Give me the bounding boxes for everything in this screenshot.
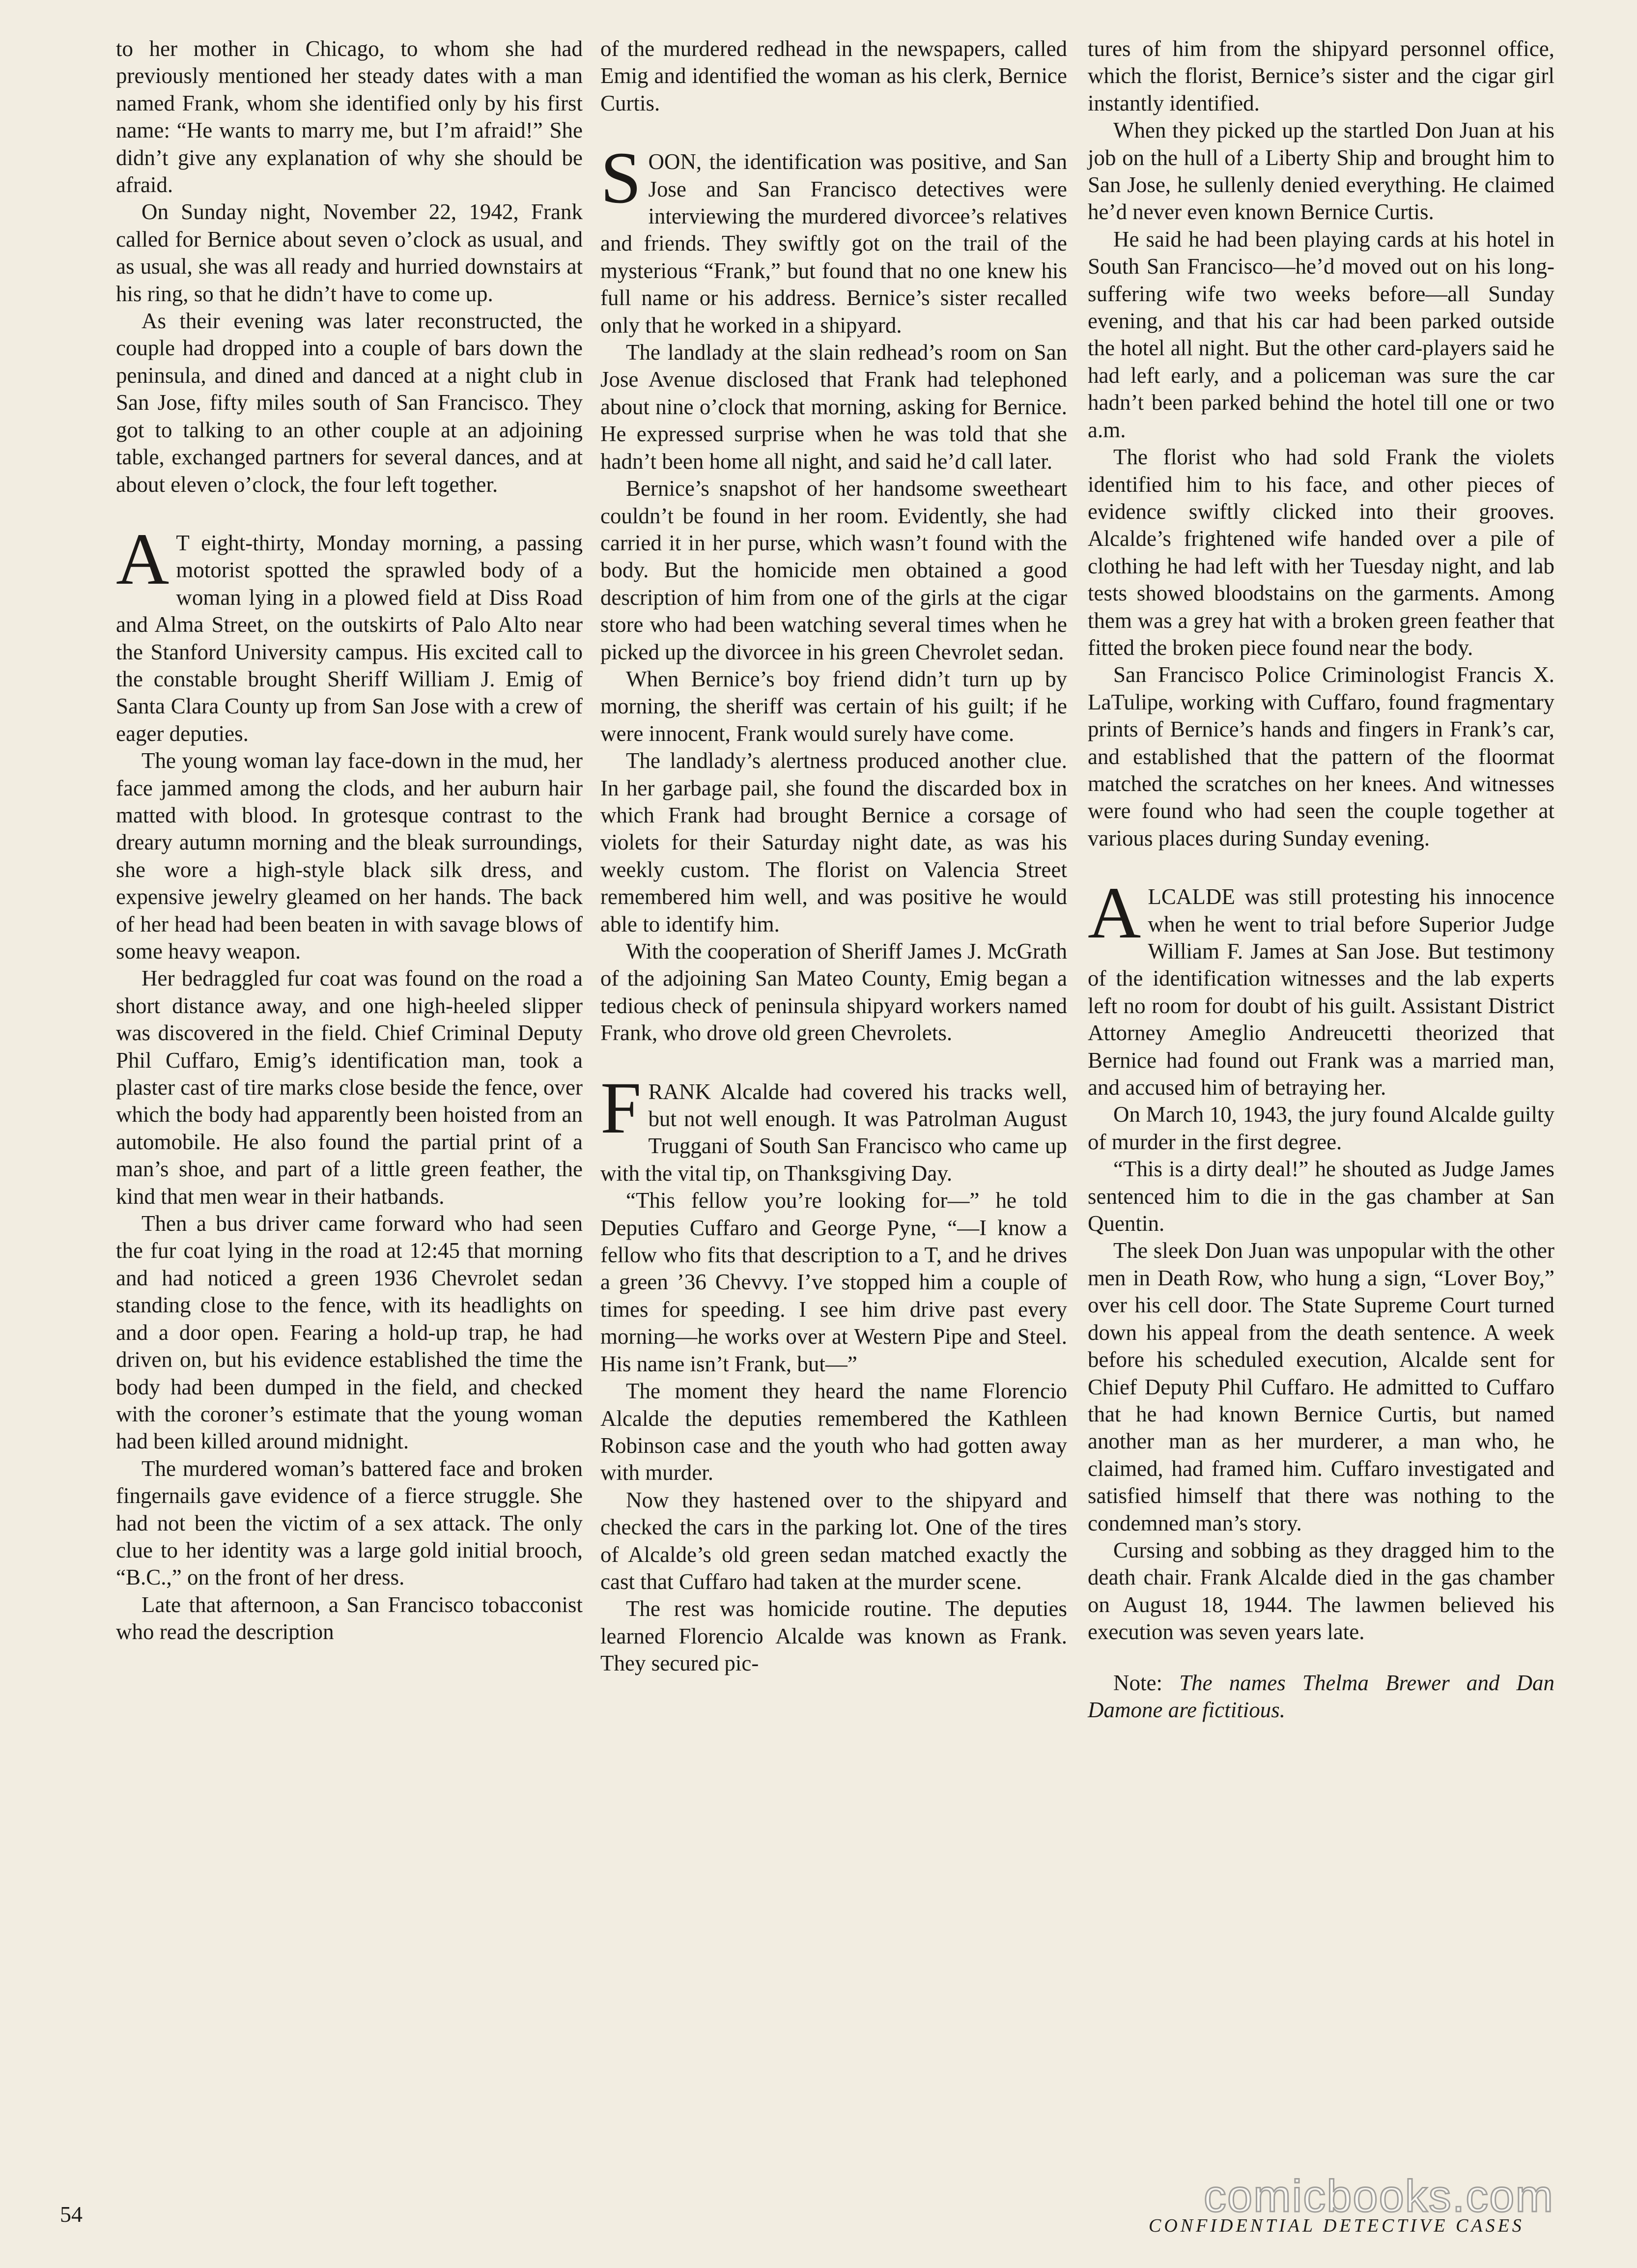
paragraph: The murdered woman’s battered face and broken fingernails gave evidence of a fierce struggle. She had not been the victim of a sex attack. The only clue to her identity was a large gold initial brooch, “B.C.,” on the front of her dress. <box>116 1456 583 1590</box>
paragraph: On Sunday night, November 22, 1942, Frank called for Bernice about seven o’clock as usual, and as usual, she was all ready and hurried downstairs at his ring, so that he didn’t have to come up. <box>116 199 583 306</box>
author-note <box>1088 1670 1554 1724</box>
page-number: 54 <box>60 2202 83 2227</box>
paragraph-text: OON, the identification was positive, and San Jose and San Francisco detectives were interviewing the murdered divorcee’s relatives and friends. They swiftly got on the trail of the mysterious “Frank,” but found that no one knew his full name or his address. Bernice’s sister recalled only that he worked in a shipyard. <box>600 149 1067 338</box>
paragraph: “This fellow you’re looking for—” he told Deputies Cuffaro and George Pyne, “—I know a fellow who fits that description to a T, and he drives a green ’36 Chevvy. I’ve stopped him a couple of times for speeding. I see him drive past every morning—he works over at Western Pipe and Steel. His name isn’t Frank, but—” <box>600 1188 1067 1376</box>
drop-cap: A <box>116 518 169 600</box>
paragraph: to her mother in Chicago, to whom she had previously mentioned her steady dates with a man named Frank, whom she identified only by his first name: “He wants to marry me, but I’m afraid!” She didn’t give any explanation of why she should be afraid. <box>116 36 583 198</box>
section-eight-thirty <box>116 518 583 1646</box>
paragraph: San Francisco Police Criminologist Francis X. LaTulipe, working with Cuffaro, found fragmentary prints of Bernice’s hands and fingers in Frank’s car, and established that the pattern of the floormat matched the scratches on her knees. And witnesses were found who had seen the couple together at various places during Sunday evening. <box>1088 662 1554 850</box>
paragraph: tures of him from the shipyard personnel office, which the florist, Bernice’s sister and the cigar girl instantly identified. <box>1088 36 1554 115</box>
paragraph: When they picked up the startled Don Juan at his job on the hull of a Liberty Ship and brought him to San Jose, he sullenly denied everything. He claimed he’d never even known Bernice Curtis. <box>1088 118 1554 225</box>
paragraph: Then a bus driver came forward who had seen the fur coat lying in the road at 12:45 that morning and had noticed a green 1936 Chevrolet sedan standing close to the fence, with its headlights on and a door open. Fearing a hold-up trap, he had driven on, but his evidence established the time the body had been dumped in the field, and checked with the coroner’s estimate that the young woman had been killed around midnight. <box>116 1211 583 1454</box>
paragraph: Her bedraggled fur coat was found on the road a short distance away, and one high-heeled slipper was discovered in the field. Chief Criminal Deputy Phil Cuffaro, Emig’s identification man, took a plaster cast of tire marks close beside the fence, over which the body had apparently been hoisted from an automobile. He also found the partial print of a man’s shoe, and part of a little green feather, the kind that men wear in their hatbands. <box>116 966 583 1209</box>
section-frank <box>600 1067 1067 1677</box>
note-label: Note: <box>1113 1670 1162 1695</box>
column-2 <box>600 35 1067 1677</box>
paragraph: The young woman lay face-down in the mud, her face jammed among the clods, and her auburn hair matted with blood. In grotesque contrast to the dreary autumn morning and the bleak surroundings, she wore a high-style black silk dress, and expensive jewelry gleamed on her hands. The back of her head had been beaten in with savage blows of some heavy weapon. <box>116 748 583 964</box>
magazine-title: CONFIDENTIAL DETECTIVE CASES <box>1149 2215 1524 2236</box>
paragraph: The sleek Don Juan was unpopular with the other men in Death Row, who hung a sign, “Lover Boy,” over his cell door. The State Supreme Court turned down his appeal from the death sentence. A week before his scheduled execution, Alcalde sent for Chief Deputy Phil Cuffaro. He admitted to Cuffaro that he had known Bernice Curtis, but named another man as her murderer, a man who, he claimed, had framed him. Cuffaro investigated and satisfied himself that there was nothing to the condemned man’s story. <box>1088 1238 1554 1535</box>
paragraph: The landlady’s alertness produced another clue. In her garbage pail, she found the discarded box in which Frank had brought Bernice a corsage of violets for their Saturday night date, as was his weekly custom. The florist on Valencia Street remembered him well, and was positive he would able to identify him. <box>600 748 1067 936</box>
paragraph-text: T eight-thirty, Monday morning, a passing motorist spotted the sprawled body of a woman lying in a plowed field at Diss Road and Alma Street, on the outskirts of Palo Alto near the Stanford University campus. His excited call to the constable brought Sheriff William J. Emig of Santa Clara County up from San Jose with a crew of eager deputies. <box>116 530 583 746</box>
drop-cap: A <box>1088 872 1141 954</box>
drop-cap: F <box>600 1067 642 1149</box>
paragraph: With the cooperation of Sheriff James J. McGrath of the adjoining San Mateo County, Emig began a tedious check of peninsula shipyard workers named Frank, who drove old green Chevrolets. <box>600 939 1067 1046</box>
paragraph: The rest was homicide routine. The deputies learned Florencio Alcalde was known as Frank. They secured pic- <box>600 1596 1067 1676</box>
paragraph <box>600 1067 1067 1188</box>
paragraph: The landlady at the slain redhead’s room on San Jose Avenue disclosed that Frank had telephoned about nine o’clock that morning, asking for Bernice. He expressed surprise when he was told that she hadn’t been home all night, and said he’d call later. <box>600 340 1067 474</box>
paragraph <box>600 137 1067 339</box>
paragraph: The florist who had sold Frank the violets identified him to his face, and other pieces of evidence swiftly clicked into their grooves. Alcalde’s frightened wife handed over a pile of clothing he had left with her Tuesday night, and lab tests showed bloodstains on the garments. Among them was a grey hat with a broken green feather that fitted the broken piece found near the body. <box>1088 445 1554 660</box>
section-alcalde <box>1088 872 1554 1724</box>
paragraph-text: RANK Alcalde had covered his tracks well, but not well enough. It was Patrolman August Truggani of South San Francisco who came up with the vital tip, on Thanksgiving Day. <box>600 1079 1067 1186</box>
watermark: comicbooks.com <box>1204 2171 1554 2221</box>
paragraph <box>1088 872 1554 1101</box>
paragraph-text: LCALDE was still protesting his innocence when he went to trial before Superior Judge William F. James at San Jose. But testimony of the identification witnesses and the lab experts left no room for doubt of his guilt. Assistant District Attorney Ameglio Andreucetti theorized that Bernice had found out Frank was a married man, and accused him of betraying her. <box>1088 884 1554 1100</box>
paragraph: He said he had been playing cards at his hotel in South San Francisco—he’d moved out on his long-suffering wife two weeks before—all Sunday evening, and that his car had been parked outside the hotel all night. But the other card-players said he had left early, and a policeman was sure the car hadn’t been parked behind the hotel till one or two a.m. <box>1088 227 1554 442</box>
paragraph: On March 10, 1943, the jury found Alcalde guilty of murder in the first degree. <box>1088 1102 1554 1154</box>
paragraph: Cursing and sobbing as they dragged him to the death chair. Frank Alcalde died in the gas chamber on August 18, 1944. The lawmen believed his execution was seven years late. <box>1088 1537 1554 1644</box>
paragraph: Bernice’s snapshot of her handsome sweetheart couldn’t be found in her room. Evidently, she had carried it in her purse, which wasn’t found with the body. But the homicide men obtained a good description of him from one of the girls at the cigar store who had been watching several times when he picked up the divorcee in his green Chevrolet sedan. <box>600 476 1067 664</box>
paragraph: “This is a dirty deal!” he shouted as Judge James sentenced him to die in the gas chamber at San Quentin. <box>1088 1157 1554 1236</box>
paragraph: of the murdered redhead in the newspapers, called Emig and identified the woman as his clerk, Bernice Curtis. <box>600 36 1067 115</box>
paragraph: When Bernice’s boy friend didn’t turn up by morning, the sheriff was certain of his guilt; if he were innocent, Frank would surely have come. <box>600 666 1067 746</box>
column-3 <box>1088 35 1554 1724</box>
paragraph: Now they hastened over to the shipyard and checked the cars in the parking lot. One of the tires of Alcalde’s old green sedan matched exactly the cast that Cuffaro had taken at the murder scene. <box>600 1487 1067 1594</box>
drop-cap: S <box>600 137 642 219</box>
paragraph <box>116 518 583 747</box>
section-soon <box>600 137 1067 1047</box>
paragraph: As their evening was later reconstructed, the couple had dropped into a couple of bars down the peninsula, and dined and danced at a night club in San Jose, fifty miles south of San Francisco. They got to talking to an other couple at an adjoining table, exchanged partners for several dances, and at about eleven o’clock, the four left together. <box>116 309 583 497</box>
paragraph: Late that afternoon, a San Francisco tobacconist who read the description <box>116 1592 583 1644</box>
paragraph: The moment they heard the name Florencio Alcalde the deputies remembered the Kathleen Robinson case and the youth who had gotten away with murder. <box>600 1379 1067 1485</box>
note-text: The names Thelma Brewer and Dan Damone are fictitious. <box>1088 1670 1554 1722</box>
column-1 <box>116 35 583 1646</box>
